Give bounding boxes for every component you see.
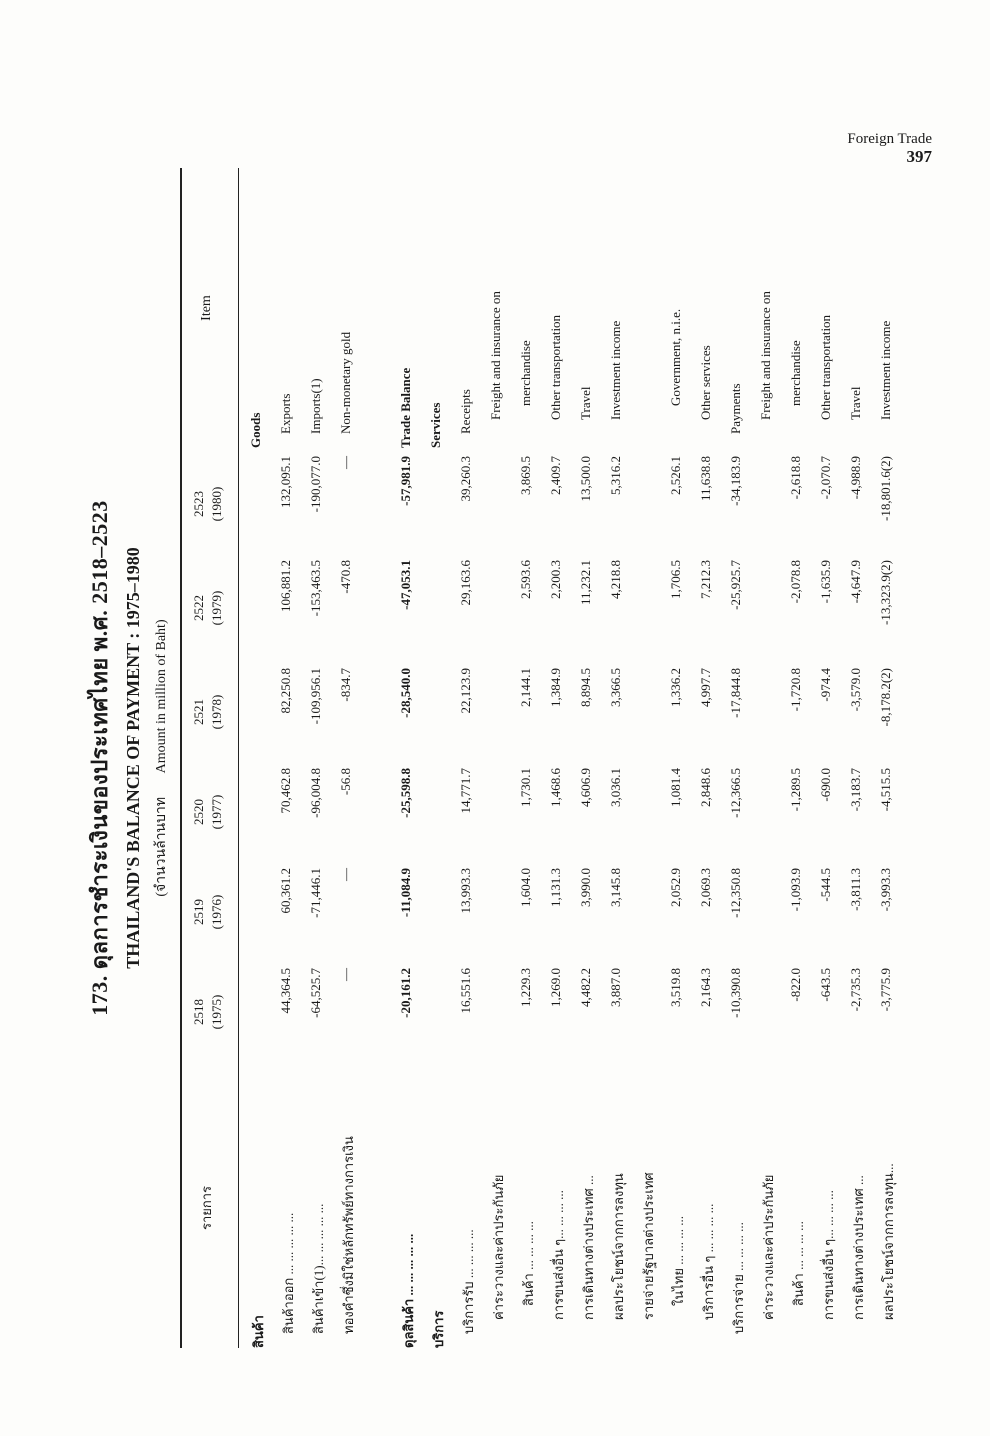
row-value: -17,844.8 bbox=[728, 668, 743, 718]
year-be: 2519 bbox=[191, 899, 206, 925]
row-label-thai: สินค้า bbox=[251, 1315, 266, 1348]
row-value: 13,500.0 bbox=[578, 456, 593, 502]
row-label-english: Goods bbox=[248, 412, 263, 448]
row-value: -20,161.2 bbox=[398, 968, 413, 1018]
row-label-english: Other transportation bbox=[818, 314, 833, 420]
row-value: 1,336.2 bbox=[668, 668, 683, 707]
table-row bbox=[632, 168, 662, 1348]
table-header bbox=[182, 168, 238, 1348]
header-year bbox=[190, 456, 226, 552]
row-value: -4,988.9 bbox=[848, 456, 863, 500]
row-label-thai: ค่าระวางและค่าประกันภัย bbox=[491, 1174, 506, 1320]
row-label-thai: สินค้าเข้า(1)... ... ... ... ... bbox=[311, 1203, 326, 1334]
row-value: -57,981.9 bbox=[398, 456, 413, 506]
row-label-thai: บริการอื่น ๆ ... ... ... ... bbox=[701, 1203, 716, 1320]
row-value: — bbox=[338, 456, 353, 469]
row-value: 14,771.7 bbox=[458, 768, 473, 814]
table-row bbox=[302, 168, 332, 1348]
table-row bbox=[332, 168, 362, 1348]
row-label-english: merchandise bbox=[518, 340, 533, 406]
row-value: 2,144.1 bbox=[518, 668, 533, 707]
row-value: 8,894.5 bbox=[578, 668, 593, 707]
table-row bbox=[242, 168, 272, 1348]
unit-english: Amount in million of Baht) bbox=[154, 619, 169, 774]
row-label-thai: การเดินทางต่างประเทศ ... bbox=[851, 1175, 866, 1320]
row-label-english: Travel bbox=[848, 386, 863, 420]
row-label-english: Investment income bbox=[878, 320, 893, 420]
row-value: -3,579.0 bbox=[848, 668, 863, 712]
header-year bbox=[190, 668, 226, 756]
row-value: 3,869.5 bbox=[518, 456, 533, 495]
row-value: 1,131.3 bbox=[548, 868, 563, 907]
row-label-english: Investment income bbox=[608, 320, 623, 420]
row-value: 3,036.1 bbox=[608, 768, 623, 807]
row-value: 7,212.3 bbox=[698, 560, 713, 599]
year-ce: (1978) bbox=[209, 694, 224, 730]
year-ce: (1977) bbox=[209, 794, 224, 830]
row-value: 106,881.2 bbox=[278, 560, 293, 612]
table-row bbox=[602, 168, 632, 1348]
row-value: -71,446.1 bbox=[308, 868, 323, 918]
row-value: 4,997.7 bbox=[698, 668, 713, 707]
row-value: -834.7 bbox=[338, 668, 353, 702]
table-row bbox=[392, 168, 422, 1348]
row-label-english: Receipts bbox=[458, 389, 473, 434]
table-title-thai: 173. ดุลการชำระเงินของประเทศไทย พ.ศ. 2518–2523 bbox=[87, 500, 112, 1016]
row-label-thai: สินค้า ... ... ... ... bbox=[791, 1221, 806, 1306]
row-value: -1,635.9 bbox=[818, 560, 833, 604]
table-header-rule bbox=[238, 168, 239, 1348]
table-row bbox=[452, 168, 482, 1348]
year-ce: (1976) bbox=[209, 894, 224, 930]
table-row bbox=[722, 168, 752, 1348]
row-label-thai: บริการจ่าย ... ... ... ... bbox=[731, 1222, 746, 1334]
row-value: 1,081.4 bbox=[668, 768, 683, 807]
row-value: 2,526.1 bbox=[668, 456, 683, 495]
row-value: -11,084.9 bbox=[398, 868, 413, 918]
row-label-english: Government, n.i.e. bbox=[668, 308, 683, 406]
row-value: -2,735.3 bbox=[848, 968, 863, 1012]
table-row bbox=[362, 168, 392, 1348]
row-value: 2,848.6 bbox=[698, 768, 713, 807]
row-value: 1,730.1 bbox=[518, 768, 533, 807]
year-ce: (1975) bbox=[209, 994, 224, 1030]
table-titles bbox=[82, 168, 172, 1348]
row-label-thai: รายจ่ายรัฐบาลต่างประเทศ bbox=[641, 1172, 656, 1320]
row-label-thai: บริการรับ ... ... ... ... bbox=[461, 1229, 476, 1334]
row-value: -12,350.8 bbox=[728, 868, 743, 918]
row-label-thai: สินค้าออก ... ... ... ... ... bbox=[281, 1212, 296, 1334]
row-label-english: Exports bbox=[278, 393, 293, 434]
row-value: 82,250.8 bbox=[278, 668, 293, 714]
row-value: 3,145.8 bbox=[608, 868, 623, 907]
year-ce: (1980) bbox=[209, 486, 224, 522]
row-label-thai: สินค้า ... ... ... ... bbox=[521, 1221, 536, 1306]
row-value: 39,260.3 bbox=[458, 456, 473, 502]
year-be: 2520 bbox=[191, 799, 206, 825]
row-label-english: Payments bbox=[728, 383, 743, 434]
row-value: — bbox=[338, 968, 353, 981]
year-be: 2521 bbox=[191, 699, 206, 725]
row-label-thai: บริการ bbox=[431, 1310, 446, 1348]
row-value: -18,801.6(2) bbox=[878, 456, 893, 521]
row-value: -1,720.8 bbox=[788, 668, 803, 712]
year-be: 2523 bbox=[191, 491, 206, 517]
year-be: 2522 bbox=[191, 595, 206, 621]
row-value: 2,164.3 bbox=[698, 968, 713, 1007]
table-row bbox=[512, 168, 542, 1348]
row-value: -4,515.5 bbox=[878, 768, 893, 812]
table-row bbox=[542, 168, 572, 1348]
row-value: -3,183.7 bbox=[848, 768, 863, 812]
row-value: -3,811.3 bbox=[848, 868, 863, 911]
row-label-english: Freight and insurance on bbox=[488, 291, 503, 420]
row-value: 2,593.6 bbox=[518, 560, 533, 599]
row-value: 3,366.5 bbox=[608, 668, 623, 707]
row-value: 1,468.6 bbox=[548, 768, 563, 807]
table-row bbox=[422, 168, 452, 1348]
table-row bbox=[842, 168, 872, 1348]
row-value: -153,463.5 bbox=[308, 560, 323, 617]
row-value: 60,361.2 bbox=[278, 868, 293, 914]
row-value: -2,078.8 bbox=[788, 560, 803, 604]
row-value: 2,409.7 bbox=[548, 456, 563, 495]
row-value: 1,384.9 bbox=[548, 668, 563, 707]
row-value: -96,004.8 bbox=[308, 768, 323, 818]
row-value: — bbox=[338, 868, 353, 881]
header-year bbox=[190, 560, 226, 656]
balance-of-payment-table bbox=[70, 168, 930, 1348]
row-value: 5,316.2 bbox=[608, 456, 623, 495]
header-year bbox=[190, 768, 226, 856]
row-value: 4,482.2 bbox=[578, 968, 593, 1007]
row-value: 4,218.8 bbox=[608, 560, 623, 599]
table-row bbox=[872, 168, 902, 1348]
row-value: -10,390.8 bbox=[728, 968, 743, 1018]
row-value: 13,993.3 bbox=[458, 868, 473, 914]
row-value: -13,323.9(2) bbox=[878, 560, 893, 625]
header-year bbox=[190, 968, 226, 1056]
row-value: 2,052.9 bbox=[668, 868, 683, 907]
row-label-thai: ในไทย ... ... ... ... bbox=[671, 1216, 686, 1306]
header-item: Item bbox=[199, 295, 214, 321]
row-label-thai: ผลประโยชน์จากการลงทุน bbox=[611, 1173, 626, 1320]
table-body bbox=[242, 168, 902, 1348]
row-label-thai: การขนส่งอื่น ๆ... ... ... ... bbox=[551, 1190, 566, 1320]
table-row bbox=[692, 168, 722, 1348]
unit-thai: (จำนวนล้านบาท bbox=[154, 796, 169, 897]
row-value: 22,123.9 bbox=[458, 668, 473, 714]
row-label-english: Other services bbox=[698, 345, 713, 420]
row-value: 3,990.0 bbox=[578, 868, 593, 907]
row-value: -25,598.8 bbox=[398, 768, 413, 818]
row-value: 1,269.0 bbox=[548, 968, 563, 1007]
row-value: 3,887.0 bbox=[608, 968, 623, 1007]
row-value: 1,229.3 bbox=[518, 968, 533, 1007]
row-value: -822.0 bbox=[788, 968, 803, 1002]
row-value: 2,200.3 bbox=[548, 560, 563, 599]
row-value: 11,232.1 bbox=[578, 560, 593, 606]
row-value: -8,178.2(2) bbox=[878, 668, 893, 727]
row-value: 44,364.5 bbox=[278, 968, 293, 1014]
row-value: -56.8 bbox=[338, 768, 353, 796]
page-number: 397 bbox=[906, 147, 932, 166]
table-row bbox=[482, 168, 512, 1348]
row-value: 2,069.3 bbox=[698, 868, 713, 907]
row-value: -64,525.7 bbox=[308, 968, 323, 1018]
row-label-thai: ดุลสินค้า ... ... ... ... ... bbox=[401, 1233, 416, 1348]
table-row bbox=[272, 168, 302, 1348]
row-label-thai: การขนส่งอื่น ๆ... ... ... ... bbox=[821, 1190, 836, 1320]
table-unit-note bbox=[150, 168, 172, 1348]
row-value: 16,551.6 bbox=[458, 968, 473, 1014]
row-value: -643.5 bbox=[818, 968, 833, 1002]
row-value: -3,775.9 bbox=[878, 968, 893, 1012]
row-value: 70,462.8 bbox=[278, 768, 293, 814]
row-value: -2,070.7 bbox=[818, 456, 833, 500]
header-year bbox=[190, 868, 226, 956]
table-row bbox=[782, 168, 812, 1348]
row-label-english: Travel bbox=[578, 386, 593, 420]
row-label-english: Non-monetary gold bbox=[338, 331, 353, 434]
row-value: -47,053.1 bbox=[398, 560, 413, 610]
year-ce: (1979) bbox=[209, 590, 224, 626]
header-thai-items: รายการ bbox=[199, 1185, 214, 1231]
table-row bbox=[752, 168, 782, 1348]
row-value: -3,993.3 bbox=[878, 868, 893, 912]
row-value: -25,925.7 bbox=[728, 560, 743, 610]
row-label-english: Trade Balance bbox=[398, 367, 413, 448]
row-value: -544.5 bbox=[818, 868, 833, 902]
table-title-english: THAILAND'S BALANCE OF PAYMENT : 1975–1980 bbox=[123, 547, 143, 969]
row-label-thai: ผลประโยชน์จากการลงทุน... bbox=[881, 1163, 896, 1320]
row-value: -974.4 bbox=[818, 668, 833, 702]
row-value: 3,519.8 bbox=[668, 968, 683, 1007]
row-value: -190,077.0 bbox=[308, 456, 323, 513]
row-label-english: Services bbox=[428, 402, 443, 448]
row-value: -1,093.9 bbox=[788, 868, 803, 912]
row-label-thai: การเดินทางต่างประเทศ ... bbox=[581, 1175, 596, 1320]
row-value: 132,095.1 bbox=[278, 456, 293, 508]
table-row bbox=[662, 168, 692, 1348]
row-value: -34,183.9 bbox=[728, 456, 743, 506]
table-row bbox=[812, 168, 842, 1348]
row-label-english: Imports(1) bbox=[308, 378, 323, 434]
row-label-thai: ทองคำซึ่งมิใช่หลักทรัพย์ทางการเงิน bbox=[341, 1136, 356, 1334]
row-label-english: Freight and insurance on bbox=[758, 291, 773, 420]
row-value: -109,956.1 bbox=[308, 668, 323, 725]
row-value: 1,706.5 bbox=[668, 560, 683, 599]
running-head-section: Foreign Trade bbox=[847, 131, 932, 147]
row-value: 1,604.0 bbox=[518, 868, 533, 907]
year-be: 2518 bbox=[191, 999, 206, 1025]
row-value: -690.0 bbox=[818, 768, 833, 802]
row-value: -2,618.8 bbox=[788, 456, 803, 500]
row-value: -470.8 bbox=[338, 560, 353, 594]
row-value: -28,540.0 bbox=[398, 668, 413, 718]
row-value: 11,638.8 bbox=[698, 456, 713, 502]
row-value: -4,647.9 bbox=[848, 560, 863, 604]
row-label-english: merchandise bbox=[788, 340, 803, 406]
row-label-thai: ค่าระวางและค่าประกันภัย bbox=[761, 1174, 776, 1320]
row-value: -1,289.5 bbox=[788, 768, 803, 812]
row-value: 4,606.9 bbox=[578, 768, 593, 807]
row-label-english: Other transportation bbox=[548, 314, 563, 420]
table-row bbox=[572, 168, 602, 1348]
row-value: 29,163.6 bbox=[458, 560, 473, 606]
row-value: -12,366.5 bbox=[728, 768, 743, 818]
